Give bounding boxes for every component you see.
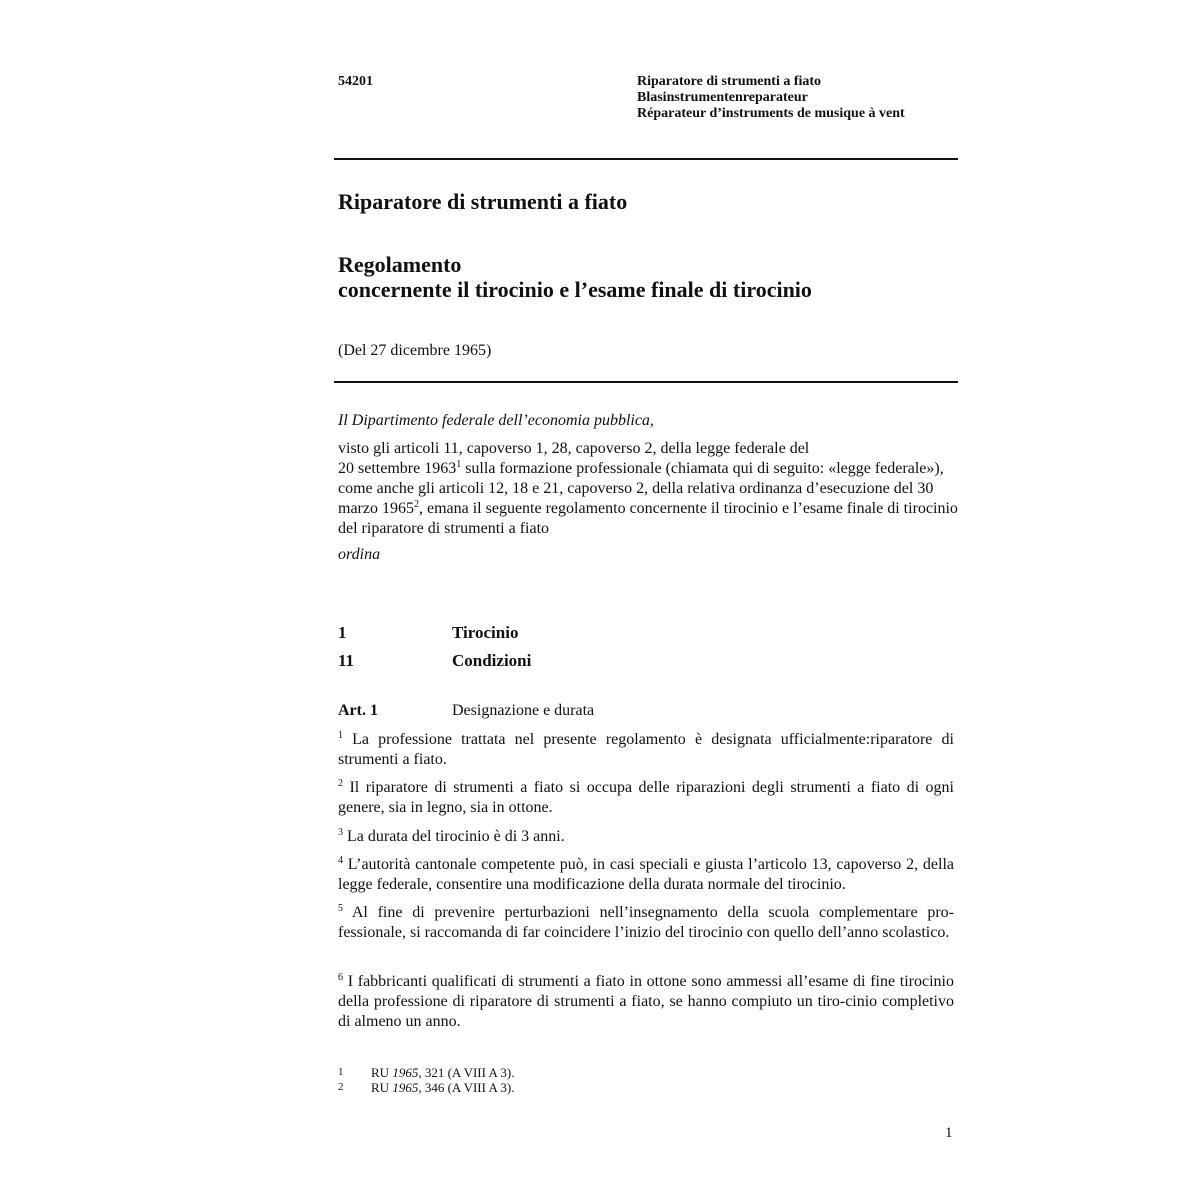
- top-divider: [334, 158, 958, 160]
- footnote-1: [338, 1065, 515, 1080]
- footnote-2: [338, 1080, 515, 1095]
- ordina-word: ordina: [338, 546, 381, 563]
- preamble-part-3: sulla formazione professionale (chiamata qui di seguito: «legge federale»), come anche gli articoli 12, 18 e 21, capoverso 2, della relativa ordinanza d’esecuzione del 30 marzo 1965: [338, 460, 944, 517]
- article-paragraph-4: [338, 855, 954, 895]
- bottom-divider: [334, 381, 958, 383]
- paragraph-number: 1: [338, 730, 343, 741]
- preamble-part-2: 20 settembre 1963: [338, 460, 457, 477]
- footnote-prefix: RU: [371, 1080, 393, 1095]
- footnote-year: 1965: [392, 1080, 419, 1095]
- article-paragraph-5: [338, 903, 954, 943]
- paragraph-number: 4: [338, 855, 343, 866]
- document-date: (Del 27 dicembre 1965): [338, 342, 492, 359]
- preamble-part-4: , emana il seguente regolamento concernente il tirocinio e l’esame finale di tirocinio del riparatore di strumenti a fiato: [338, 500, 958, 537]
- paragraph-text: Al fine di prevenire perturbazioni nell’insegnamento della scuola complementare pro-fessionale, si raccomanda di far coincidere l’inizio del tirocinio con quello dell’anno scolastico.: [338, 904, 954, 941]
- document-code: 54201: [338, 74, 373, 89]
- subtitle-line-1: Regolamento: [338, 252, 462, 277]
- footnote-number: 1: [338, 1066, 344, 1078]
- preamble-part-1: visto gli articoli 11, capoverso 1, 28, capoverso 2, della legge federale del: [338, 440, 810, 457]
- header-title-de: Blasinstrumentenreparateur: [637, 90, 808, 105]
- paragraph-text: La durata del tirocinio è di 3 anni.: [343, 828, 565, 845]
- article-paragraph-6: [338, 972, 954, 1032]
- header-titles: [637, 74, 905, 122]
- article-paragraph-1: [338, 730, 954, 770]
- section-number-2: 11: [338, 651, 355, 670]
- footnote-suffix: , 346 (A VIII A 3).: [418, 1080, 515, 1095]
- section-number-1: 1: [338, 623, 347, 642]
- paragraph-text: I fabbricanti qualificati di strumenti a fiato in ottone sono ammessi all’esame di fine tirocinio della professione di riparatore di strumenti a fiato, se hanno compiuto un tiro-cinio completivo di almeno un anno.: [338, 973, 954, 1030]
- article-paragraph-3: [338, 827, 954, 847]
- header-title-it: Riparatore di strumenti a fiato: [637, 74, 822, 89]
- document-title: Riparatore di strumenti a fiato: [338, 189, 628, 214]
- paragraph-number: 5: [338, 903, 343, 914]
- paragraph-number: 2: [338, 778, 343, 789]
- paragraph-text: Il riparatore di strumenti a fiato si occupa delle riparazioni degli strumenti a fiato di ogni genere, sia in legno, sia in ottone.: [338, 779, 954, 816]
- issuing-department: Il Dipartimento federale dell’economia pubblica,: [338, 412, 654, 429]
- paragraph-number: 3: [338, 827, 343, 838]
- preamble: [338, 439, 958, 539]
- footnote-ref-1: 1: [456, 459, 462, 470]
- paragraph-number: 6: [338, 972, 343, 983]
- paragraph-text: La professione trattata nel presente regolamento è designata ufficialmente:riparatore di strumenti a fiato.: [338, 731, 954, 768]
- article-title: Designazione e durata: [452, 702, 595, 719]
- footnote-number: 2: [338, 1081, 344, 1093]
- section-title-2: Condizioni: [452, 651, 532, 670]
- subtitle-line-2: concernente il tirocinio e l’esame finale di tirocinio: [338, 277, 812, 302]
- footnote-suffix: , 321 (A VIII A 3).: [418, 1065, 515, 1080]
- document-subtitle: [338, 252, 812, 302]
- article-number: Art. 1: [338, 702, 378, 719]
- footnote-year: 1965: [392, 1065, 419, 1080]
- footnote-ref-2: 2: [413, 499, 419, 510]
- footnote-prefix: RU: [371, 1065, 393, 1080]
- paragraph-text: L’autorità cantonale competente può, in casi speciali e giusta l’articolo 13, capoverso 2, della legge federale, consentire una modificazione della durata normale del tirocinio.: [338, 856, 954, 893]
- page-number: 1: [945, 1125, 953, 1141]
- section-title-1: Tirocinio: [452, 623, 519, 642]
- article-paragraph-2: [338, 778, 954, 818]
- header-title-fr: Réparateur d’instruments de musique à vent: [637, 106, 905, 121]
